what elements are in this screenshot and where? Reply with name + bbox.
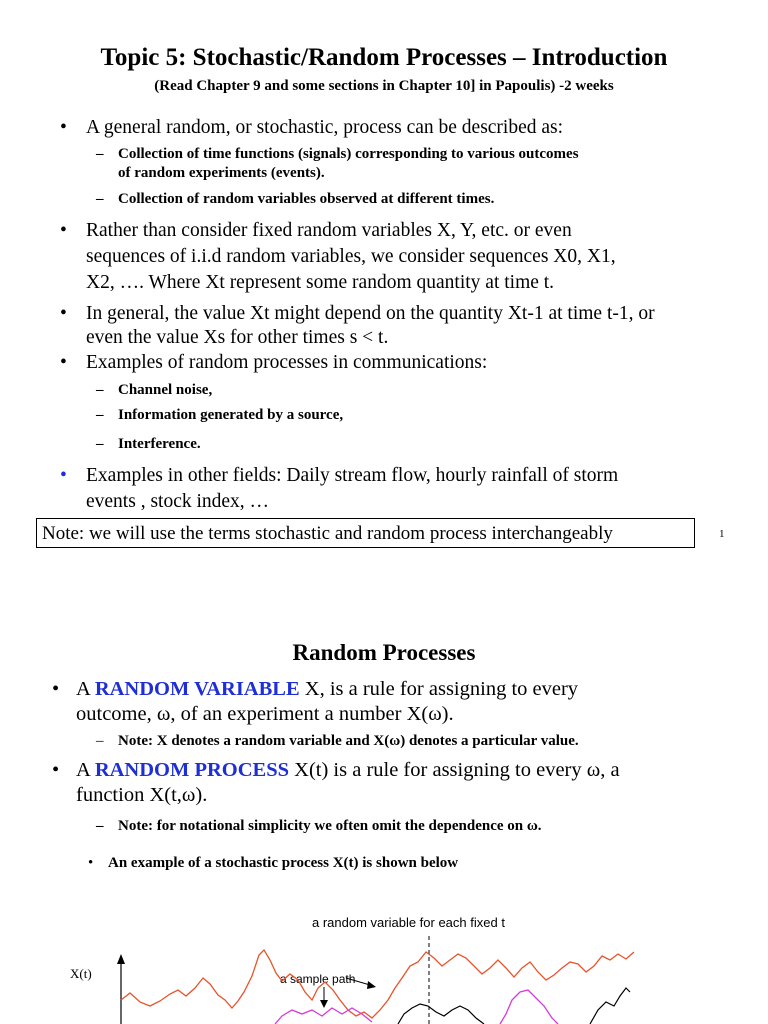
sub-note-notational: – Note: for notational simplicity we often omit the dependence on ω. [96, 818, 542, 834]
sample-path-black-right [590, 988, 630, 1024]
page-number: 1 [719, 528, 725, 540]
sub-collection-random-variables: – Collection of random variables observed at different times. [96, 191, 495, 207]
y-axis-arrowhead [117, 954, 125, 964]
sample-path-magenta-right [500, 990, 558, 1024]
sample-path-orange [121, 950, 634, 1018]
note-box: Note: we will use the terms stochastic and random process interchangeably [36, 518, 695, 548]
key-random-process: RANDOM PROCESS [94, 759, 290, 781]
figure-y-axis-label: X(t) [70, 966, 92, 981]
sub-channel-noise: – Channel noise, [96, 382, 213, 398]
sub-collection-time-functions: – Collection of time functions (signals) corresponding to various outcomes of random experiments (events). [96, 146, 579, 181]
sub-note-random-variable: – Note: X denotes a random variable and X(ω) denotes a particular value. [96, 733, 579, 749]
bullet-rather-than: • Rather than consider fixed random variables X, Y, etc. or even sequences of i.i.d random variables, we consider sequences X0, X1, X2, …. Where Xt represent some random quantity at time t. [60, 220, 616, 293]
figure-caption: a random variable for each fixed t [312, 915, 505, 930]
sub-interference: – Interference. [96, 436, 201, 452]
stochastic-process-figure [0, 930, 768, 1024]
bullet-examples-other-fields: • Examples in other fields: Daily stream flow, hourly rainfall of storm events , stock index, … [60, 465, 619, 512]
slide1-title: Topic 5: Stochastic/Random Processes – Introduction [100, 44, 668, 71]
sample-path-arrowhead-right [367, 981, 376, 989]
bullet-random-variable: • A RANDOM VARIABLE X, is a rule for assigning to every outcome, ω, of an experiment a number X(ω). [52, 678, 579, 725]
sample-path-arrowhead-down [320, 1000, 328, 1008]
bullet-in-general: • In general, the value Xt might depend on the quantity Xt-1 at time t-1, or even the value Xs for other times s < t. [60, 303, 655, 348]
sample-path-black [398, 1004, 484, 1024]
bullet-example-process: • An example of a stochastic process X(t) is shown below [88, 855, 459, 871]
figure-sample-path-label: a sample path [280, 972, 356, 986]
key-random-variable: RANDOM VARIABLE [94, 678, 300, 700]
bullet-random-process: • A RANDOM PROCESS X(t) is a rule for assigning to every ω, a function X(t,ω). [52, 759, 620, 806]
slide1-subtitle: (Read Chapter 9 and some sections in Chapter 10] in Papoulis) -2 weeks [154, 78, 614, 94]
sub-information-source: – Information generated by a source, [96, 407, 344, 423]
sample-path-arrow-right [346, 978, 370, 985]
bullet-examples-communications: • Examples of random processes in communications: [60, 352, 488, 373]
slide2-title: Random Processes [292, 640, 476, 665]
bullet-general-random: • A general random, or stochastic, process can be described as: [60, 117, 564, 138]
